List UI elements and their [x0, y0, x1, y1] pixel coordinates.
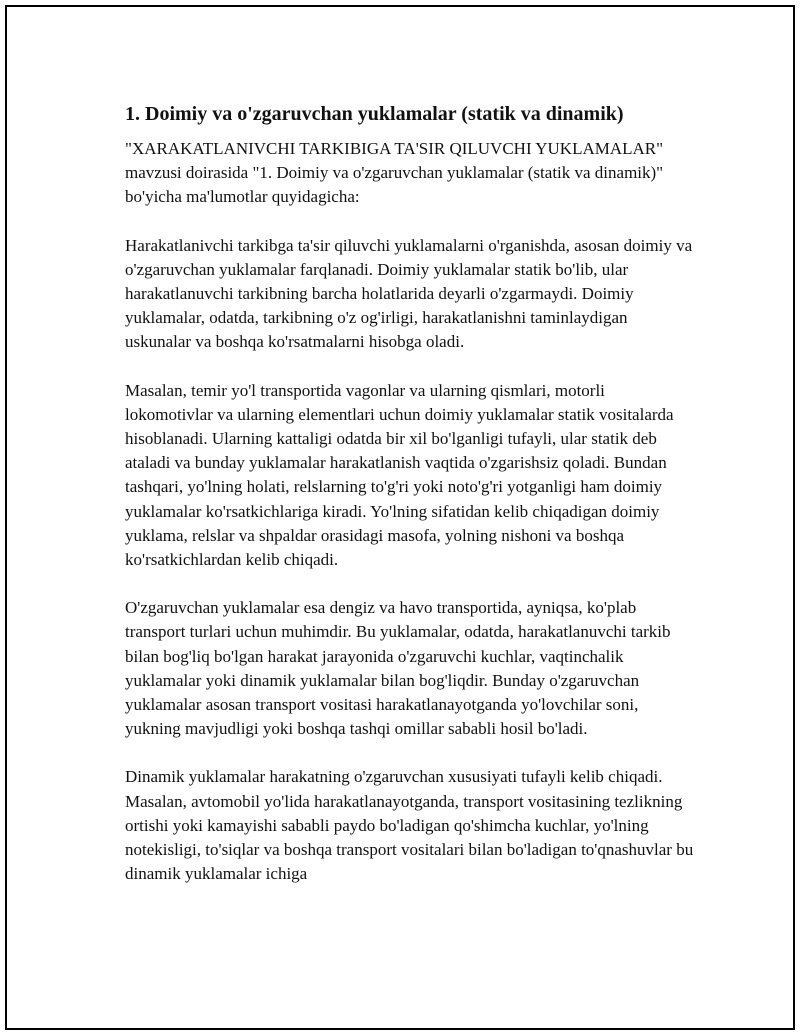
page-frame	[5, 5, 795, 1030]
paragraph-dynamic-loads: Dinamik yuklamalar harakatning o'zgaruvchan xususiyati tufayli kelib chiqadi. Masalan, avtomobil yo'lida harakatlanayotganda, transport vositasining tezlikning ortishi yoki kamayishi sababli paydo bo'ladigan qo'shimcha kuchlar, yo'lning notekisligi, to'siqlar va boshqa transport vositalari bilan bo'ladigan to'qnashuvlar bu dinamik yuklamalar ichiga	[125, 767, 694, 884]
paragraph-constant-loads: Harakatlanivchi tarkibga ta'sir qiluvchi yuklamalarni o'rganishda, asosan doimiy va o'zgaruvchan yuklamalar farqlanadi. Doimiy yuklamalar statik bo'lib, ular harakatlanuvchi tarkibning barcha holatlarida deyarli o'zgarmaydi. Doimiy yuklamalar, odatda, tarkibning o'z og'irligi, harakatlanishni taminlaydigan uskunalar va boshqa ko'rsatmalarni hisobga oladi.	[125, 235, 693, 352]
paragraph-railway-example: Masalan, temir yo'l transportida vagonlar va ularning qismlari, motorli lokomotivlar va ularning elementlari uchun doimiy yuklamalar statik vositalarda hisoblanadi. Ularning kattaligi odatda bir xil bo'lganligi tufayli, ular statik deb ataladi va bunday yuklamalar harakatlanish vaqtida o'zgarishsiz qoladi. Bundan tashqari, yo'lning holati, relslarning to'g'ri yoki noto'g'ri yotganligi ham doimiy yuklamalar ko'rsatkichlariga kiradi. Yo'lning sifatidan kelib chiqadigan doimiy yuklama, relslar va shpaldar orasidagi masofa, yolning nishoni va boshqa ko'rsatkichlardan kelib chiqadi.	[125, 380, 674, 570]
paragraph-variable-loads: O'zgaruvchan yuklamalar esa dengiz va havo transportida, ayniqsa, ko'plab transport turlari uchun muhimdir. Bu yuklamalar, odatda, harakatlanuvchi tarkib bilan bog'liq bo'lgan harakat jarayonida o'zgaruvchi kuchlar, vaqtinchalik yuklamalar yoki dinamik yuklamalar bilan bog'liqdir. Bunday o'zgaruvchan yuklamalar asosan transport vositasi harakatlanayotganda yo'lovchilar soni, yukning mavjudligi yoki boshqa tashqi omillar sababli hosil bo'ladi.	[125, 598, 671, 739]
document-heading: 1. Doimiy va o'zgaruvchan yuklamalar (statik va dinamik)	[125, 103, 624, 125]
document-body	[125, 99, 695, 886]
paragraph-intro: "XARAKATLANIVCHI TARKIBIGA TA'SIR QILUVCHI YUKLAMALAR" mavzusi doirasida "1. Doimiy va o'zgaruvchan yuklamalar (statik va dinamik)" bo'yicha ma'lumotlar quyidagicha:	[125, 139, 664, 207]
